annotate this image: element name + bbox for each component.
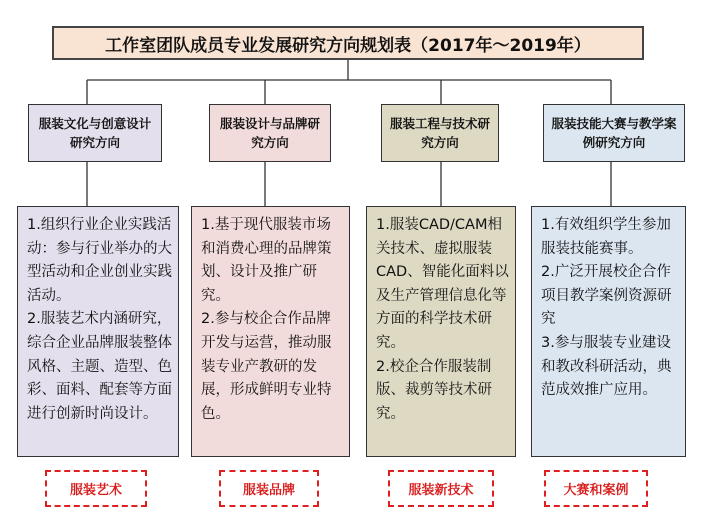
direction-content-engineering [366,206,516,457]
page-title: 工作室团队成员专业发展研究方向规划表（2017年～2019年） [52,26,644,60]
direction-heading-brand: 服装设计与品牌研究方向 [209,104,331,162]
content-item: 1.服装CAD/CAM相关技术、虚拟服装CAD、智能化面料以及生产管理信息化等方面的科学技术研究。 [376,217,509,351]
tag-new-technology: 服装新技术 [388,470,494,507]
direction-content-culture [17,206,179,457]
content-item: 2.服装艺术内涵研究，综合企业品牌服装整体风格、主题、造型、色彩、面料、配套等方面进行创新时尚设计。 [27,311,172,422]
content-item: 2.校企合作服装制版、裁剪等技术研究。 [376,358,492,422]
direction-heading-engineering: 服装工程与技术研究方向 [381,104,499,162]
content-item: 2.参与校企合作品牌开发与运营，推动服装专业产教研的发展，形成鲜明专业特色。 [201,311,332,422]
content-item: 1.基于现代服装市场和消费心理的品牌策划、设计及推广研究。 [201,217,332,304]
content-item: 2.广泛开展校企合作项目教学案例资源研究 [541,264,672,328]
tag-competition-cases: 大赛和案例 [544,470,648,507]
tag-fashion-art: 服装艺术 [45,470,147,507]
direction-content-brand [191,206,350,457]
content-item: 1.组织行业企业实践活动：参与行业举办的大型活动和企业创业实践活动。 [27,217,172,304]
content-item: 3.参与服装专业建设和教改科研活动，典范成效推广应用。 [541,334,672,399]
direction-content-competition [531,206,686,457]
tag-fashion-brand: 服装品牌 [219,470,319,507]
content-item: 1.有效组织学生参加服装技能赛事。 [541,217,671,257]
direction-heading-culture: 服装文化与创意设计研究方向 [28,104,162,162]
direction-heading-competition: 服装技能大赛与教学案例研究方向 [543,104,685,162]
